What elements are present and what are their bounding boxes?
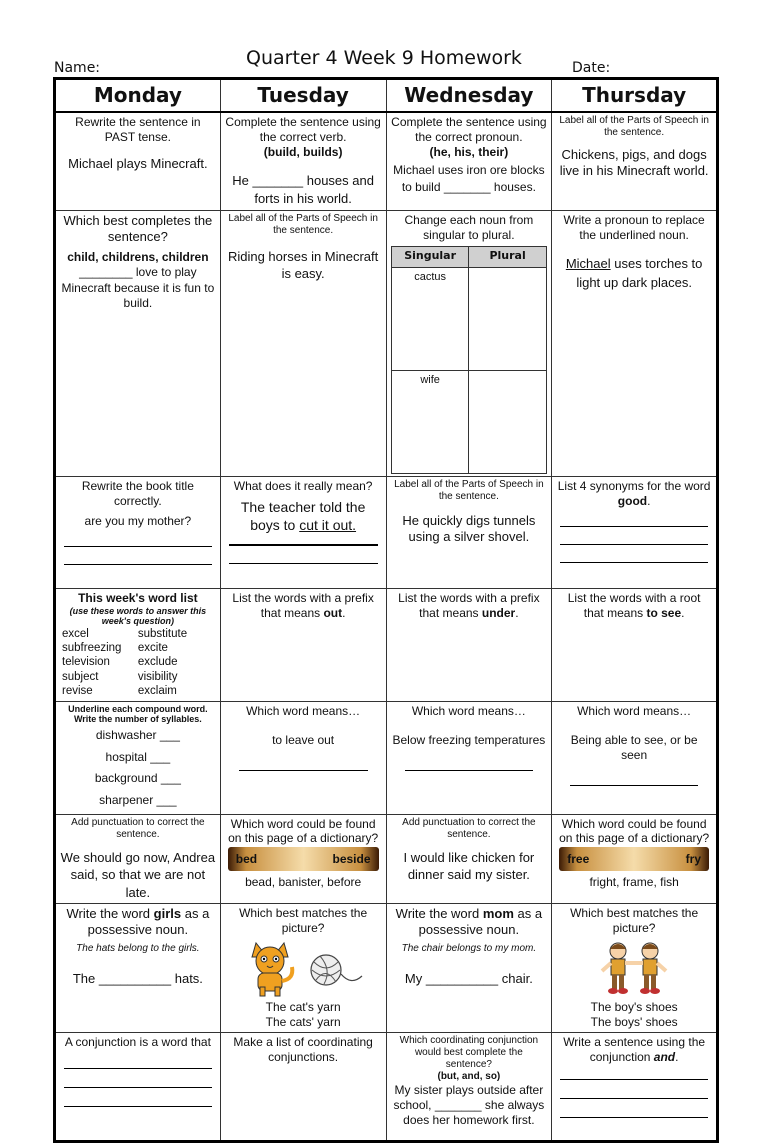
option[interactable]: The cat's yarn bbox=[265, 1000, 341, 1015]
table-row bbox=[55, 211, 718, 477]
answer-field[interactable] bbox=[469, 371, 547, 474]
col-plural: Plural bbox=[469, 247, 547, 268]
cell-thu-6 bbox=[552, 814, 718, 904]
sentence[interactable]: ________ love to play Minecraft because it is fun to build. bbox=[61, 265, 215, 311]
instruction: Change each noun from singular to plural. bbox=[404, 213, 534, 242]
list-item[interactable]: hospital ___ bbox=[105, 749, 171, 764]
target-word: mom bbox=[482, 906, 514, 922]
guide-word-last: beside bbox=[332, 851, 371, 866]
word-list bbox=[60, 627, 216, 699]
name-label: Name: bbox=[54, 60, 101, 76]
instruction-text: List 4 synonyms for the word bbox=[557, 479, 711, 493]
sentence[interactable]: I would like chicken for dinner said my sister. bbox=[403, 849, 535, 883]
instruction: Which word means… bbox=[411, 703, 526, 718]
cell-wed-5 bbox=[386, 701, 552, 814]
day-thursday: Thursday bbox=[552, 79, 718, 113]
answer-line[interactable] bbox=[64, 1062, 212, 1069]
instruction bbox=[225, 591, 382, 621]
instruction: Complete the sentence using the correct pronoun. bbox=[391, 115, 547, 144]
word-wife: wife bbox=[391, 371, 469, 474]
list-item: excel bbox=[62, 627, 89, 640]
definition: to leave out bbox=[272, 732, 335, 747]
sentence: Chickens, pigs, and dogs live in his Minecraft world. bbox=[559, 147, 709, 178]
option[interactable]: The boy's shoes bbox=[590, 1000, 678, 1015]
cell-mon-4 bbox=[55, 589, 221, 702]
instruction: Which coordinating conjunction would best complete the sentence? bbox=[399, 1035, 539, 1071]
list-item: subfreezing bbox=[62, 642, 122, 655]
list-item: television bbox=[62, 656, 110, 669]
homework-grid bbox=[53, 77, 719, 1143]
sentence-start: The teacher told the boys to bbox=[240, 499, 366, 534]
word-options[interactable]: bead, banister, before bbox=[245, 875, 362, 890]
day-header-row bbox=[55, 79, 718, 113]
sentence[interactable]: My __________ chair. bbox=[404, 970, 533, 986]
instruction: Which word means… bbox=[577, 703, 692, 718]
two-boys-icon bbox=[584, 939, 684, 997]
instruction-text: List the words with a root that means bbox=[567, 591, 701, 620]
answer-line[interactable] bbox=[560, 1073, 708, 1080]
cat-icon bbox=[240, 939, 300, 997]
instruction-end: . bbox=[342, 606, 346, 620]
picture bbox=[556, 938, 712, 998]
picture bbox=[225, 938, 382, 998]
answer-line[interactable] bbox=[560, 556, 708, 563]
instruction bbox=[60, 906, 216, 937]
instruction: Complete the sentence using the correct verb. bbox=[225, 115, 381, 144]
option[interactable]: The cats' yarn bbox=[265, 1015, 341, 1030]
list-item[interactable]: background ___ bbox=[94, 771, 181, 786]
cell-thu-1 bbox=[552, 112, 718, 211]
cell-tue-7 bbox=[220, 904, 386, 1033]
list-item: subject bbox=[62, 670, 99, 683]
instruction-text: List the words with a prefix that means bbox=[232, 591, 374, 620]
target-word: under bbox=[481, 606, 516, 620]
table-row bbox=[55, 904, 718, 1033]
cell-thu-5 bbox=[552, 701, 718, 814]
table-row bbox=[55, 589, 718, 702]
cell-mon-1 bbox=[55, 112, 221, 211]
table-row bbox=[55, 814, 718, 904]
cell-tue-5 bbox=[220, 701, 386, 814]
instruction: Make a list of coordinating conjunctions. bbox=[233, 1035, 373, 1065]
word-cactus: cactus bbox=[391, 268, 469, 371]
answer-line[interactable] bbox=[229, 557, 378, 564]
cell-tue-1 bbox=[220, 112, 386, 211]
cell-mon-3 bbox=[55, 477, 221, 589]
plural-table bbox=[391, 246, 547, 474]
list-item: revise bbox=[62, 685, 93, 698]
sentence-rest: uses torches to light up dark places. bbox=[576, 256, 703, 290]
answer-line[interactable] bbox=[560, 1092, 708, 1099]
cell-thu-2 bbox=[552, 211, 718, 477]
answer-line[interactable] bbox=[229, 538, 378, 546]
sentence[interactable]: Michael uses iron ore blocks to build _______ houses. bbox=[393, 163, 545, 195]
cell-wed-1 bbox=[386, 112, 552, 211]
instruction-text: Write the word bbox=[395, 906, 483, 922]
yarn-ball-icon bbox=[306, 948, 366, 988]
instruction: Add punctuation to correct the sentence. bbox=[71, 816, 205, 840]
target-word: and bbox=[653, 1050, 676, 1065]
answer-line[interactable] bbox=[560, 1111, 708, 1118]
sentence bbox=[225, 498, 382, 534]
instruction-text: Write a sentence using the conjunction bbox=[563, 1035, 706, 1065]
day-wednesday: Wednesday bbox=[386, 79, 552, 113]
instruction: Underline each compound word. Write the number of syllables. bbox=[68, 703, 208, 725]
guide-word-first: free bbox=[567, 851, 590, 866]
instruction-end: as a possessive noun. bbox=[418, 906, 543, 937]
cell-thu-4 bbox=[552, 589, 718, 702]
table-row bbox=[55, 701, 718, 814]
list-item: excite bbox=[137, 642, 168, 655]
instruction: Rewrite the sentence in PAST tense. bbox=[75, 115, 201, 144]
definition: Being able to see, or be seen bbox=[570, 732, 698, 762]
col-singular: Singular bbox=[391, 247, 469, 268]
table-row bbox=[55, 1033, 718, 1142]
options: (he, his, their) bbox=[429, 145, 509, 159]
sentence: Michael plays Minecraft. bbox=[68, 156, 208, 171]
definition: Below freezing temperatures bbox=[392, 732, 546, 747]
instruction-text: List the words with a prefix that means bbox=[398, 591, 540, 620]
cell-wed-2 bbox=[386, 211, 552, 477]
day-monday: Monday bbox=[55, 79, 221, 113]
cell-mon-7 bbox=[55, 904, 221, 1033]
sentence[interactable]: We should go now, Andrea said, so that we are not late. bbox=[60, 849, 216, 900]
answer-line[interactable] bbox=[64, 558, 212, 565]
target-word: girls bbox=[153, 906, 182, 922]
cell-tue-6 bbox=[220, 814, 386, 904]
word-list-title: This week's word list bbox=[78, 591, 198, 605]
sentence: He quickly digs tunnels using a silver shovel. bbox=[402, 513, 536, 544]
cell-mon-2 bbox=[55, 211, 221, 477]
instruction-text: Write the word bbox=[66, 906, 154, 922]
target-word: good bbox=[617, 494, 648, 508]
instruction: Label all of the Parts of Speech in the sentence. bbox=[394, 479, 544, 502]
instruction-end: . bbox=[681, 606, 685, 620]
dictionary-guide-words bbox=[228, 847, 379, 871]
instruction: Write a pronoun to replace the underlined noun. bbox=[563, 213, 705, 242]
day-tuesday: Tuesday bbox=[220, 79, 386, 113]
list-item[interactable]: dishwasher ___ bbox=[95, 728, 180, 743]
sentence: Riding horses in Minecraft is easy. bbox=[227, 249, 379, 281]
target-word: to see bbox=[646, 606, 682, 620]
instruction: Which best matches the picture? bbox=[239, 906, 368, 936]
word-list-subtitle: (use these words to answer this week's question) bbox=[69, 606, 207, 627]
example: The chair belongs to my mom. bbox=[401, 943, 537, 955]
answer-line[interactable] bbox=[570, 779, 698, 786]
idiom: cut it out. bbox=[299, 517, 357, 534]
cell-wed-8 bbox=[386, 1033, 552, 1142]
instruction bbox=[556, 1035, 712, 1065]
instruction-end: as a possessive noun. bbox=[87, 906, 210, 937]
options: (but, and, so) bbox=[437, 1071, 501, 1083]
instruction bbox=[556, 479, 712, 509]
answer-line[interactable] bbox=[64, 1100, 212, 1107]
option[interactable]: The boys' shoes bbox=[590, 1015, 678, 1030]
answer-line[interactable] bbox=[64, 1081, 212, 1088]
instruction: Which best completes the sentence? bbox=[63, 213, 213, 244]
instruction: Add punctuation to correct the sentence. bbox=[402, 816, 536, 840]
sentence[interactable]: My sister plays outside after school, _______ she always does her homework first. bbox=[393, 1083, 545, 1128]
sentence bbox=[556, 255, 712, 293]
cell-thu-3 bbox=[552, 477, 718, 589]
cell-mon-8 bbox=[55, 1033, 221, 1142]
table-row bbox=[55, 477, 718, 589]
cell-tue-4 bbox=[220, 589, 386, 702]
instruction: Label all of the Parts of Speech in the sentence. bbox=[559, 115, 709, 138]
guide-word-last: fry bbox=[685, 851, 701, 866]
instruction: Which word could be found on this page of a dictionary? bbox=[559, 816, 710, 845]
cell-mon-5 bbox=[55, 701, 221, 814]
instruction: Which word could be found on this page of a dictionary? bbox=[228, 816, 379, 845]
instruction: A conjunction is a word that bbox=[64, 1035, 211, 1050]
cell-wed-4 bbox=[386, 589, 552, 702]
underlined-noun: Michael bbox=[565, 256, 611, 271]
book-title: are you my mother? bbox=[84, 514, 192, 528]
instruction: Rewrite the book title correctly. bbox=[81, 479, 194, 508]
instruction: Which best matches the picture? bbox=[570, 906, 699, 936]
target-word: out bbox=[323, 606, 343, 620]
list-item: substitute bbox=[137, 627, 188, 640]
answer-line[interactable] bbox=[560, 538, 708, 545]
instruction bbox=[391, 591, 548, 621]
instruction: Label all of the Parts of Speech in the sentence. bbox=[228, 213, 378, 236]
page-header bbox=[0, 0, 768, 80]
page-title: Quarter 4 Week 9 Homework bbox=[246, 47, 522, 69]
date-label: Date: bbox=[572, 60, 611, 76]
dictionary-guide-words bbox=[559, 847, 709, 871]
instruction-end: . bbox=[675, 1050, 679, 1065]
list-item: visibility bbox=[137, 670, 178, 683]
word-options[interactable]: fright, frame, fish bbox=[589, 875, 679, 890]
cell-wed-7 bbox=[386, 904, 552, 1033]
answer-field[interactable] bbox=[469, 268, 547, 371]
instruction: What does it really mean? bbox=[233, 479, 373, 493]
answer-line[interactable] bbox=[64, 540, 212, 547]
cell-tue-3 bbox=[220, 477, 386, 589]
options: (build, builds) bbox=[263, 145, 343, 159]
list-item: exclaim bbox=[137, 685, 177, 698]
cell-thu-8 bbox=[552, 1033, 718, 1142]
table-row bbox=[55, 112, 718, 211]
cell-wed-3 bbox=[386, 477, 552, 589]
instruction bbox=[556, 591, 712, 621]
list-item: exclude bbox=[137, 656, 178, 669]
sentence[interactable]: He _______ houses and forts in his world. bbox=[232, 173, 374, 206]
answer-line[interactable] bbox=[405, 764, 534, 771]
instruction-end: . bbox=[647, 494, 651, 508]
compound-word-list bbox=[60, 725, 216, 811]
example: The hats belong to the girls. bbox=[76, 943, 200, 955]
list-item[interactable]: sharpener ___ bbox=[99, 792, 177, 807]
cell-tue-2 bbox=[220, 211, 386, 477]
instruction-end: . bbox=[515, 606, 519, 620]
cell-wed-6 bbox=[386, 814, 552, 904]
instruction: Which word means… bbox=[246, 703, 361, 718]
options: child, childrens, children bbox=[67, 250, 209, 265]
cell-mon-6 bbox=[55, 814, 221, 904]
answer-line[interactable] bbox=[239, 764, 368, 771]
instruction bbox=[391, 906, 548, 937]
answer-line[interactable] bbox=[560, 520, 708, 527]
cell-tue-8 bbox=[220, 1033, 386, 1142]
sentence[interactable]: The __________ hats. bbox=[72, 970, 203, 986]
cell-thu-7 bbox=[552, 904, 718, 1033]
guide-word-first: bed bbox=[235, 851, 258, 866]
